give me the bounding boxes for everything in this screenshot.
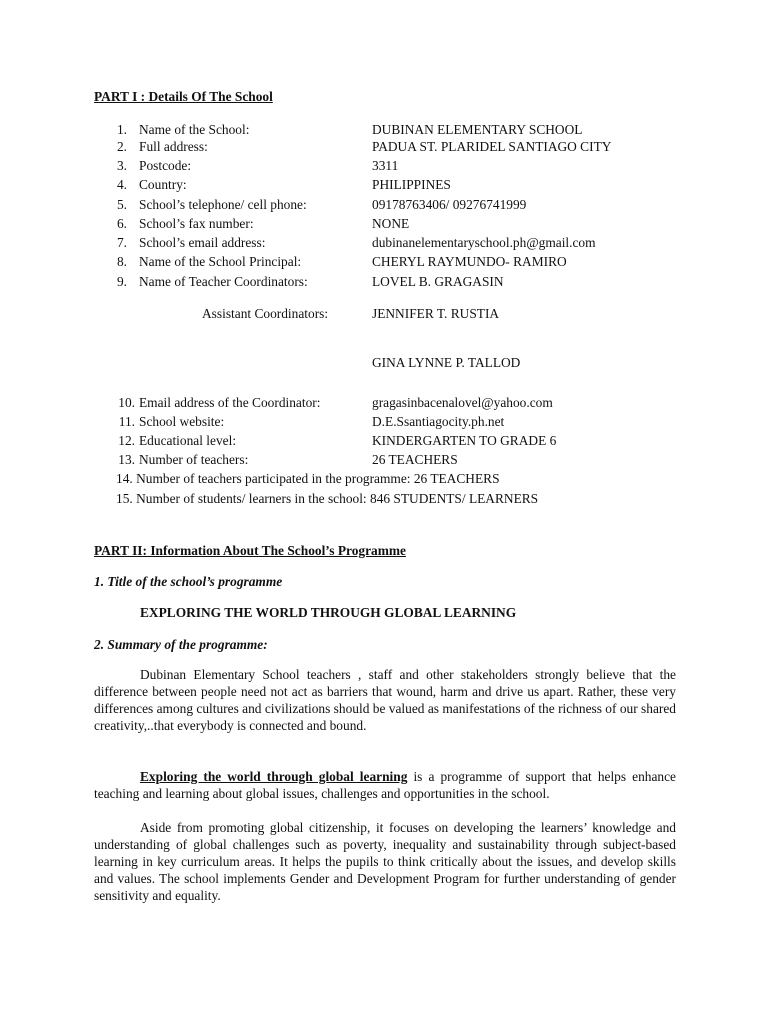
item-value: gragasinbacenalovel@yahoo.com xyxy=(372,395,553,410)
item-value: PADUA ST. PLARIDEL SANTIAGO CITY xyxy=(372,139,612,154)
item-label: School’s telephone/ cell phone: xyxy=(139,197,307,212)
item-number: 9. xyxy=(116,274,127,289)
item-value: 3311 xyxy=(372,158,399,173)
item-label: Postcode: xyxy=(139,158,192,173)
assistant-coordinators-label: Assistant Coordinators: xyxy=(202,306,329,321)
item-value: KINDERGARTEN TO GRADE 6 xyxy=(372,433,557,448)
item-number: 13. xyxy=(118,452,135,467)
item-value: 09178763406/ 09276741999 xyxy=(372,197,527,212)
summary-paragraph-1 xyxy=(94,666,676,734)
summary-paragraph-2 xyxy=(94,768,676,802)
item-value: CHERYL RAYMUNDO- RAMIRO xyxy=(372,254,567,269)
programme-name-emphasis: Exploring the world through global learning xyxy=(140,769,408,784)
item-label: School’s email address: xyxy=(139,235,266,250)
item-value: D.E.Ssantiagocity.ph.net xyxy=(372,414,505,429)
item-number: 11. xyxy=(118,414,135,429)
item-label: Name of the School Principal: xyxy=(139,254,302,269)
summary-paragraph-3 xyxy=(94,819,676,904)
item-number: 7. xyxy=(116,235,127,250)
programme-title-question: 1. Title of the school’s programme xyxy=(94,574,283,589)
item-number: 8. xyxy=(116,254,127,269)
item-label: Email address of the Coordinator: xyxy=(139,395,321,410)
item-number: 6. xyxy=(116,216,127,231)
item-value: NONE xyxy=(372,216,410,231)
item-label: Name of the School: xyxy=(139,122,250,137)
item-label: Name of Teacher Coordinators: xyxy=(139,274,308,289)
item-label: Full address: xyxy=(139,139,208,154)
item-number: 10. xyxy=(118,395,135,410)
item-value: DUBINAN ELEMENTARY SCHOOL xyxy=(372,122,583,137)
part2-heading: PART II: Information About The School’s Programme xyxy=(94,543,406,558)
paragraph-text: Dubinan Elementary School teachers , staff and other stakeholders strongly believe that the difference between people need not act as barriers that wound, harm and drive us apart. Rather, these very differences among cultures and civilizations should be valued as manifestations of the richness of our shared creativity,..that everybody is connected and bound. xyxy=(94,667,676,733)
item-number: 2. xyxy=(116,139,127,154)
item-value: 26 TEACHERS xyxy=(372,452,458,467)
assistant-coordinator-1: JENNIFER T. RUSTIA xyxy=(372,306,500,321)
paragraph-text: is a programme of support that helps enhance teaching and learning about global issues, challenges and opportunities in the school. xyxy=(94,769,676,801)
item-label: School’s fax number: xyxy=(139,216,254,231)
item-number: 5. xyxy=(116,197,127,212)
item-label: Country: xyxy=(139,177,187,192)
item-label: Educational level: xyxy=(139,433,237,448)
item-label: School website: xyxy=(139,414,225,429)
students-count-line: 15. Number of students/ learners in the school: 846 STUDENTS/ LEARNERS xyxy=(116,491,539,506)
item-label: Number of teachers: xyxy=(139,452,249,467)
item-value: LOVEL B. GRAGASIN xyxy=(372,274,504,289)
programme-title: EXPLORING THE WORLD THROUGH GLOBAL LEARNING xyxy=(140,605,517,620)
item-value: dubinanelementaryschool.ph@gmail.com xyxy=(372,235,596,250)
item-value: PHILIPPINES xyxy=(372,177,451,192)
paragraph-text: Aside from promoting global citizenship, it focuses on developing the learners’ knowledge and understanding of global challenges such as poverty, inequality and sustainability through subject-based learning in key curriculum areas. It helps the pupils to think critically about the issues, and develop skills and values. The school implements Gender and Development Program for further understanding of gender sensitivity and equality. xyxy=(94,820,676,903)
assistant-coordinator-2: GINA LYNNE P. TALLOD xyxy=(372,355,521,370)
item-number: 4. xyxy=(116,177,127,192)
teachers-participated-line: 14. Number of teachers participated in the programme: 26 TEACHERS xyxy=(116,471,500,486)
part1-heading: PART I : Details Of The School xyxy=(94,89,273,104)
item-number: 1. xyxy=(116,122,127,137)
item-number: 3. xyxy=(116,158,127,173)
item-number: 12. xyxy=(118,433,135,448)
programme-summary-question: 2. Summary of the programme: xyxy=(94,637,268,652)
